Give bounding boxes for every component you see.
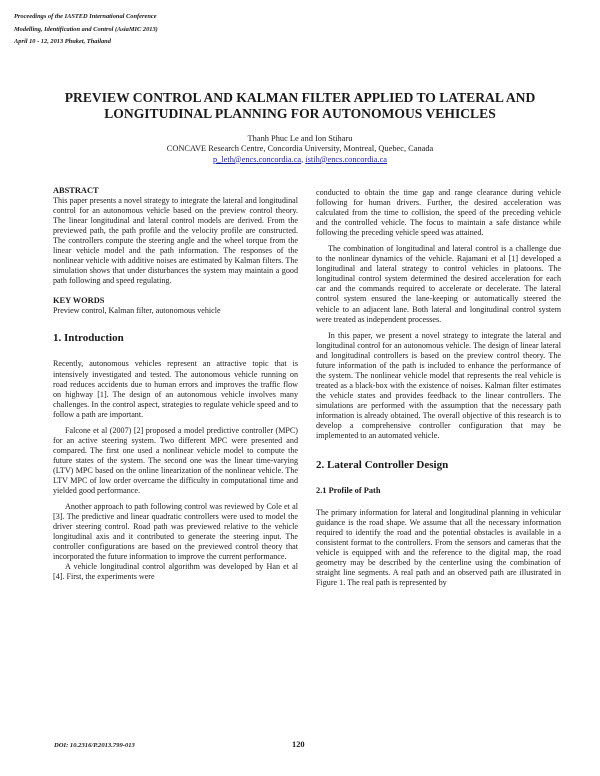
title-line-1: PREVIEW CONTROL AND KALMAN FILTER APPLIED TO LATERAL AND [64, 90, 536, 105]
section-2-paragraph-1: The primary information for lateral and longitudinal planning in vehicular guidance is the road shape. We assume that all the necessary information required to identify the road and the potential obstacles is available in a consistent format to the controllers. From the sensors and cameras that the vehicle is equipped with and the reference to the digital map, the road geometry may be described by the centerline using the combination of straight line segments. A real path and an observed path are illustrated in Figure 1. The real path is represented by [316, 508, 561, 588]
email-link-1[interactable]: p_leth@encs.concordia.ca [212, 154, 302, 164]
conference-header [14, 11, 158, 49]
subsection-2-1-heading: 2.1 Profile of Path [316, 486, 381, 496]
intro-paragraph-1: Recently, autonomous vehicles represent an attractive topic that is intensively investigated and tested. The autonomous vehicle running on road reduces accidents due to human errors and improves the traffic flow on highway [1]. The design of an autonomous vehicle involves many challenges. In the control aspect, strategies to regulate vehicle speed and to follow a path are important. [53, 359, 298, 419]
keywords-text: Preview control, Kalman filter, autonomous vehicle [53, 306, 221, 316]
conference-subtitle: Modelling, Identification and Control (AsiaMIC 2013) [14, 25, 158, 33]
abstract-text: This paper presents a novel strategy to integrate the lateral and longitudinal control for an autonomous vehicle based on the preview control theory. The linear longitudinal and lateral control models are derived. From the previewed path, the path profile and the velocity profile are constructed. The controllers compute the steering angle and the wheel torque from the linear vehicle model and the path information. The responses of the nonlinear vehicle with additive noises are estimated by Kalman filters. The simulation shows that under disturbances the system may maintain a good path following and speed regulating. [53, 196, 298, 286]
author-emails [100, 155, 500, 165]
email-link-2[interactable]: istih@encs.concordia.ca [305, 154, 388, 164]
intro-paragraph-5: conducted to obtain the time gap and range clearance during vehicle following for human drivers. Further, the desired acceleration was calculated from the time to collision, the speed of the preceding vehicle and the controlled vehicle. The focus to maintain a safe distance while following the preceding vehicle speed was attained. [316, 188, 561, 238]
email-separator: , [301, 154, 306, 164]
conference-name: Proceedings of the IASTED International Conference [14, 13, 157, 20]
page-number: 120 [292, 740, 305, 749]
intro-paragraph-4: A vehicle longitudinal control algorithm was developed by Han et al [4]. First, the experiments were [53, 562, 298, 582]
section-2-heading: 2. Lateral Controller Design [316, 459, 449, 472]
intro-paragraph-3: Another approach to path following control was reviewed by Cole et al [3]. The predictive and linear quadratic controllers were used to model the driver steering control. Road path was previewed relative to the vehicle longitudinal axis and it contributed to generate the steering input. The controller configurations are based on the previewed control theory that incorporated the future information to improve the current performance. [53, 502, 298, 562]
left-column [53, 186, 298, 582]
keywords-heading: KEY WORDS [53, 296, 105, 306]
conference-date: April 10 - 12, 2013 Phuket, Thailand [14, 38, 111, 46]
abstract-heading: ABSTRACT [53, 186, 99, 195]
right-column [316, 188, 561, 589]
intro-paragraph-2: Falcone et al (2007) [2] proposed a model predictive controller (MPC) for an active steering system. Two different MPC were presented and compared. The first one used a nonlinear vehicle model to compute the future states of the system. The second one was the linear time-varying (LTV) MPC based on the online linearization of the nonlinear vehicle. The LTV MPC of low order overcame the difficulty in computational time and yielded good performance. [53, 425, 298, 496]
section-1-heading: 1. Introduction [53, 332, 124, 345]
paper-title [40, 90, 560, 122]
intro-paragraph-7: In this paper, we present a novel strategy to integrate the lateral and longitudinal control for an autonomous vehicle. The design of linear lateral and longitudinal controllers is based on the preview control theory. The future information of the path is included to enhance the performance of the system. The nonlinear vehicle model that represents the real vehicle is treated as a black-box with the existence of noises. Kalman filter estimates the vehicle states and provides feedback to the linear controllers. The simulations are performed with the assumption that the necessary path information is already obtained. The overall objective of this research is to develop a comprehensive controller configuration that may be implemented to an automated vehicle. [316, 330, 561, 441]
doi-footer: DOI: 10.2316/P.2013.799-013 [54, 742, 135, 749]
intro-paragraph-6: The combination of longitudinal and lateral control is a challenge due to the nonlinear dynamics of the vehicle. Rajamani et al [1] developed a longitudinal and lateral strategy to control vehicles in platoons. The longitudinal control system determined the desired acceleration for each car and the commands required to accelerate or decelerate. The lateral control system ensured the lane-keeping or automatically steered the vehicle to an adjacent lane. Both lateral and longitudinal control system were treated as independent processes. [316, 244, 561, 324]
title-line-2: LONGITUDINAL PLANNING FOR AUTONOMOUS VEHICLES [104, 106, 496, 121]
author-block [100, 134, 500, 165]
author-names: Thanh Phuc Le and Ion Stiharu [247, 134, 353, 143]
author-affiliation: CONCAVE Research Centre, Concordia University, Montreal, Quebec, Canada [166, 144, 434, 154]
